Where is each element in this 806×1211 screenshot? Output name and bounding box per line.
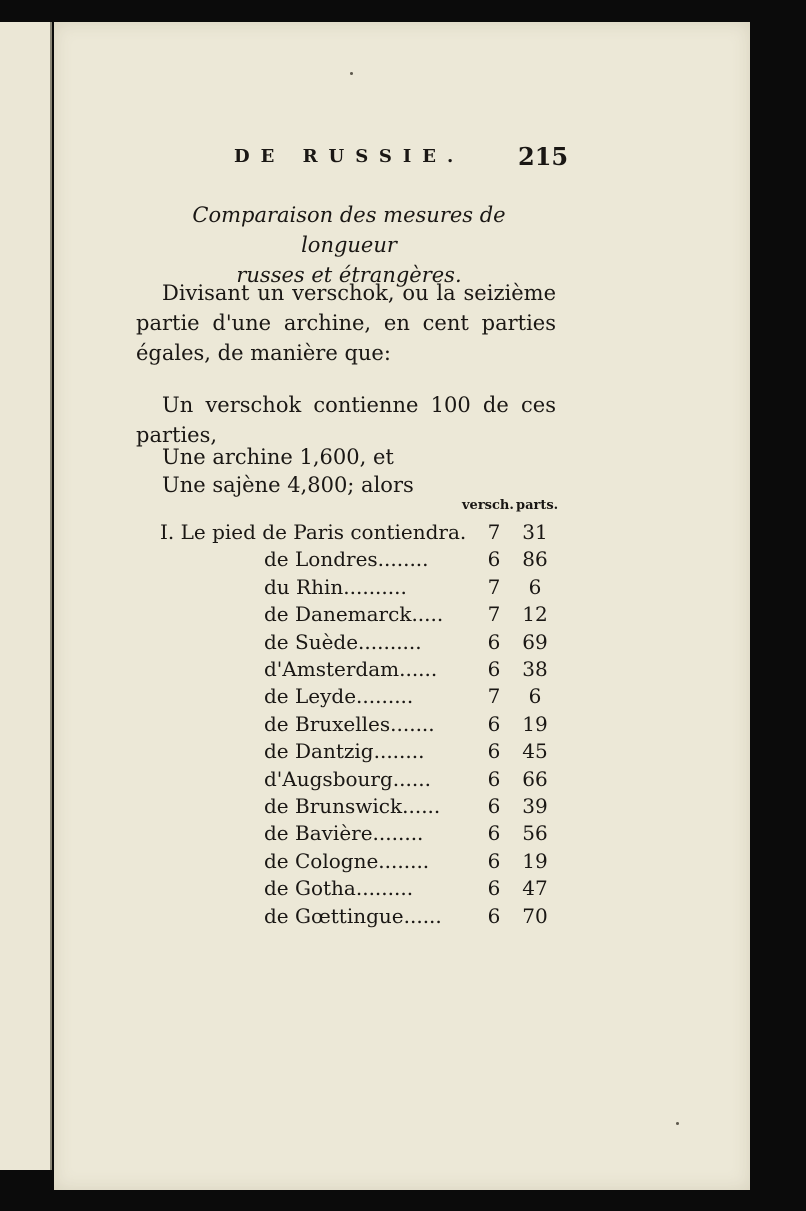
row-parts-value: 56 xyxy=(522,821,548,846)
column-header-versch: versch. xyxy=(462,498,514,513)
row-name: d'Amsterdam...... xyxy=(264,657,438,681)
row-versch-value: 6 xyxy=(487,876,501,901)
row-name: de Bavière........ xyxy=(264,821,424,846)
row-versch-value: 6 xyxy=(487,766,501,791)
row-parts-value: 47 xyxy=(522,876,548,901)
table-row xyxy=(54,849,750,877)
page-speck xyxy=(676,1122,679,1125)
table-row xyxy=(54,767,750,795)
row-versch-value: 6 xyxy=(487,739,501,764)
row-versch-value: 7 xyxy=(487,684,501,709)
page-speck xyxy=(350,72,353,75)
row-name: de Gotha......... xyxy=(264,876,414,901)
row-parts-value: 86 xyxy=(522,547,548,572)
page-content xyxy=(54,22,750,1190)
row-parts-value: 19 xyxy=(522,848,548,873)
table-row xyxy=(54,739,750,767)
table-row xyxy=(54,547,750,575)
row-parts-value: 19 xyxy=(522,711,548,736)
row-versch-value: 7 xyxy=(487,602,501,627)
table-row xyxy=(54,712,750,740)
row-parts-value: 70 xyxy=(522,903,548,928)
row-parts-value: 45 xyxy=(522,739,548,764)
left-page-edge xyxy=(0,22,52,1170)
row-versch-value: 7 xyxy=(487,520,501,544)
archine-line: Une archine 1,600, et xyxy=(162,445,394,469)
row-versch-value: 6 xyxy=(487,848,501,873)
row-name: de Bruxelles....... xyxy=(264,711,435,736)
row-name: de Brunswick...... xyxy=(264,794,441,818)
row-parts-value: 69 xyxy=(522,629,548,654)
row-name: de Leyde......... xyxy=(264,684,414,709)
row-parts-value: 39 xyxy=(522,794,548,818)
row-parts-value: 31 xyxy=(522,520,548,544)
row-name: du Rhin.......... xyxy=(264,574,407,599)
row-versch-value: 7 xyxy=(487,574,501,599)
row-name: de Londres........ xyxy=(264,547,429,572)
row-name: de Cologne........ xyxy=(264,848,430,873)
row-parts-value: 38 xyxy=(522,657,548,681)
row-versch-value: 6 xyxy=(487,629,501,654)
column-header-parts: parts. xyxy=(516,498,559,513)
running-title: DE RUSSIE. xyxy=(234,146,465,167)
row-name: de Dantzig........ xyxy=(264,739,425,764)
section-title-line-1: Comparaison des mesures de longueur xyxy=(192,203,506,257)
table-row xyxy=(54,904,750,932)
row-name: de Danemarck..... xyxy=(264,602,444,627)
book-page xyxy=(54,22,750,1190)
table-row xyxy=(54,575,750,603)
intro-paragraph: Divisant un verschok, ou la seizième partie d'une archine, en cent parties égales, de manière que: xyxy=(136,281,556,365)
sajene-line: Une sajène 4,800; alors xyxy=(162,473,414,497)
row-versch-value: 6 xyxy=(487,794,501,818)
table-row xyxy=(54,657,750,685)
row-name: de Gœttingue...... xyxy=(264,903,442,928)
table-row xyxy=(54,821,750,849)
table-row xyxy=(54,794,750,822)
row-name: de Suède.......... xyxy=(264,629,422,654)
table-row xyxy=(54,876,750,904)
row-parts-value: 12 xyxy=(522,602,548,627)
row-versch-value: 6 xyxy=(487,657,501,681)
row-parts-value: 6 xyxy=(528,684,542,709)
table-row xyxy=(54,602,750,630)
row-versch-value: 6 xyxy=(487,547,501,572)
table-row xyxy=(54,520,750,548)
table-row xyxy=(54,630,750,658)
row-name: d'Augsbourg...... xyxy=(264,766,431,791)
row-versch-value: 6 xyxy=(487,711,501,736)
verschok-paragraph: Un verschok contienne 100 de ces parties, xyxy=(136,393,556,447)
section-title xyxy=(154,200,544,290)
page-number: 215 xyxy=(518,142,569,171)
row-versch-value: 6 xyxy=(487,821,501,846)
row-versch-value: 6 xyxy=(487,903,501,928)
table-row xyxy=(54,684,750,712)
row-parts-value: 66 xyxy=(522,766,548,791)
row-name: I. Le pied de Paris contiendra. xyxy=(160,520,467,544)
section-title-line-2: russes et étrangères. xyxy=(236,263,462,287)
row-parts-value: 6 xyxy=(528,574,542,599)
